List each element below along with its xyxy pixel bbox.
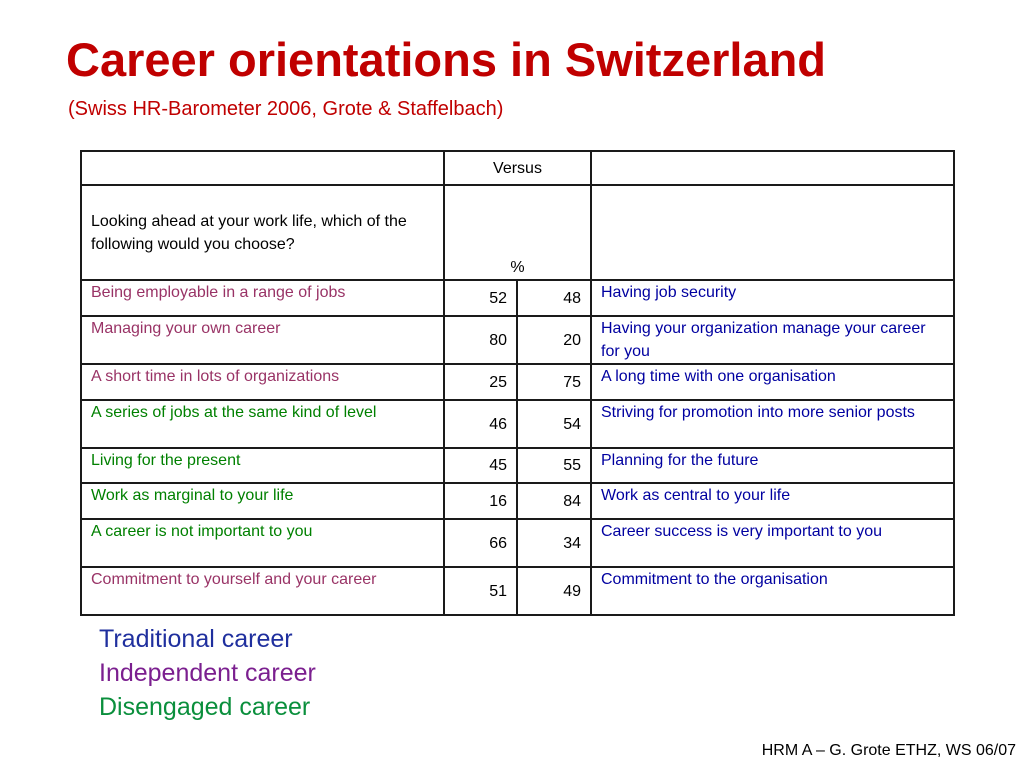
- versus-header: Versus: [444, 151, 591, 185]
- left-option: Being employable in a range of jobs: [81, 280, 444, 316]
- survey-question: Looking ahead at your work life, which of the following would you choose?: [81, 185, 444, 280]
- table-row: [81, 448, 954, 483]
- right-percent: 20: [517, 316, 591, 364]
- right-percent: 54: [517, 400, 591, 448]
- right-option: A long time with one organisation: [591, 364, 954, 400]
- header-empty-left-cell: [81, 151, 444, 185]
- left-option: A short time in lots of organizations: [81, 364, 444, 400]
- right-percent: 84: [517, 483, 591, 519]
- question-row: [81, 185, 954, 280]
- legend-independent: Independent career: [99, 659, 316, 687]
- left-option: Living for the present: [81, 448, 444, 483]
- right-percent: 49: [517, 567, 591, 615]
- table-row: [81, 280, 954, 316]
- page-title: Career orientations in Switzerland: [66, 33, 827, 86]
- left-percent: 45: [444, 448, 517, 483]
- left-percent: 80: [444, 316, 517, 364]
- left-percent: 51: [444, 567, 517, 615]
- table-row: [81, 400, 954, 448]
- career-orientation-table: [80, 150, 955, 616]
- footer-credit: HRM A – G. Grote ETHZ, WS 06/07: [761, 742, 1016, 759]
- right-percent: 75: [517, 364, 591, 400]
- table-row: [81, 483, 954, 519]
- right-option: Commitment to the organisation: [591, 567, 954, 615]
- right-option: Striving for promotion into more senior posts: [591, 400, 954, 448]
- right-option: Work as central to your life: [591, 483, 954, 519]
- left-percent: 46: [444, 400, 517, 448]
- right-option: Planning for the future: [591, 448, 954, 483]
- right-percent: 55: [517, 448, 591, 483]
- career-type-legend: [99, 622, 316, 724]
- table-row: [81, 364, 954, 400]
- table-row: [81, 567, 954, 615]
- left-percent: 25: [444, 364, 517, 400]
- left-percent: 52: [444, 280, 517, 316]
- left-option: Work as marginal to your life: [81, 483, 444, 519]
- header-empty-right-cell: [591, 151, 954, 185]
- table-row: [81, 316, 954, 364]
- left-option: A career is not important to you: [81, 519, 444, 567]
- percent-header: %: [444, 185, 591, 280]
- left-option: Commitment to yourself and your career: [81, 567, 444, 615]
- right-option: Career success is very important to you: [591, 519, 954, 567]
- legend-traditional: Traditional career: [99, 625, 293, 653]
- right-option: Having your organization manage your career for you: [591, 316, 954, 364]
- left-percent: 66: [444, 519, 517, 567]
- left-option: A series of jobs at the same kind of level: [81, 400, 444, 448]
- page-subtitle: (Swiss HR-Barometer 2006, Grote & Staffelbach): [68, 98, 504, 120]
- left-option: Managing your own career: [81, 316, 444, 364]
- question-empty-right-cell: [591, 185, 954, 280]
- right-option: Having job security: [591, 280, 954, 316]
- table-row: [81, 519, 954, 567]
- left-percent: 16: [444, 483, 517, 519]
- right-percent: 34: [517, 519, 591, 567]
- legend-disengaged: Disengaged career: [99, 693, 311, 721]
- table-header-row: [81, 151, 954, 185]
- right-percent: 48: [517, 280, 591, 316]
